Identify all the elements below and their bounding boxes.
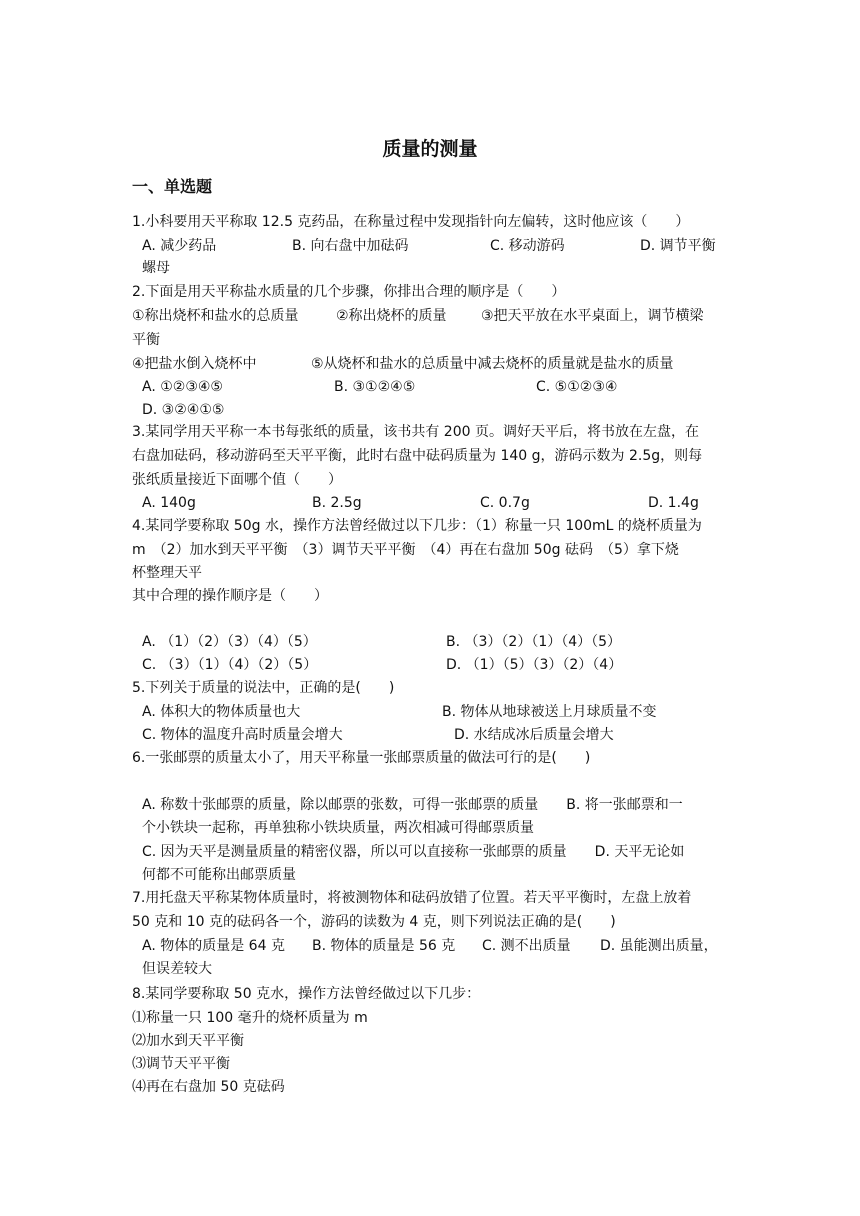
q3-option-d: D. 1.4g xyxy=(648,495,699,511)
q3-line-3: 张纸质量接近下面哪个值（ ） xyxy=(132,472,342,488)
q6-stem: 6.一张邮票的质量太小了，用天平称量一张邮票质量的做法可行的是( ) xyxy=(132,750,591,766)
q6-options-cd-line-2: 何都不可能称出邮票质量 xyxy=(142,867,296,883)
q3-option-c: C. 0.7g xyxy=(480,495,530,511)
q7-option-b: B. 物体的质量是 56 克 xyxy=(312,938,456,954)
q6-options-ab-line-1: A. 称数十张邮票的质量，除以邮票的张数，可得一张邮票的质量 B. 将一张邮票和一 xyxy=(142,797,683,813)
q4-line-3: 杯整理天平 xyxy=(132,565,202,581)
q1-option-a: A. 减少药品 xyxy=(142,238,217,254)
q7-option-a: A. 物体的质量是 64 克 xyxy=(142,938,285,954)
q8-step-3: ⑶调节天平平衡 xyxy=(132,1056,230,1072)
q1-option-c: C. 移动游码 xyxy=(490,238,565,254)
q6-options-cd-line-1: C. 因为天平是测量质量的精密仪器，所以可以直接称一张邮票的质量 D. 天平无论如 xyxy=(142,844,685,860)
q7-line-2: 50 克和 10 克的砝码各一个，游码的读数为 4 克，则下列说法正确的是( ) xyxy=(132,914,616,930)
q2-step-2: ②称出烧杯的质量 xyxy=(336,308,447,324)
q4-line-1: 4.某同学要称取 50g 水，操作方法曾经做过以下几步：（1）称量一只 100mL 的烧杯质量为 xyxy=(132,518,702,534)
q7-option-d: D. 虽能测出质量， xyxy=(600,938,718,954)
q3-line-1: 3.某同学用天平称一本书每张纸的质量，该书共有 200 页。调好天平后，将书放在左盘，在 xyxy=(132,424,699,440)
q5-option-d: D. 水结成冰后质量会增大 xyxy=(454,727,614,743)
page-title: 质量的测量 xyxy=(382,138,478,160)
q1-option-b: B. 向右盘中加砝码 xyxy=(292,238,409,254)
q2-option-c: C. ⑤①②③④ xyxy=(536,379,618,395)
q8-step-2: ⑵加水到天平平衡 xyxy=(132,1033,244,1049)
q2-step-4: ④把盐水倒入烧杯中 xyxy=(132,356,257,372)
q1-stem: 1.小科要用天平称取 12.5 克药品，在称量过程中发现指针向左偏转，这时他应该（ ） xyxy=(132,214,690,230)
q1-option-d-cont: 螺母 xyxy=(142,260,170,276)
q2-step-3: ③把天平放在水平桌面上，调节横梁 xyxy=(481,308,704,324)
q5-stem: 5.下列关于质量的说法中，正确的是( ) xyxy=(132,680,395,696)
q3-option-b: B. 2.5g xyxy=(312,495,362,511)
q2-option-a: A. ①②③④⑤ xyxy=(142,379,223,395)
q6-options-ab-line-2: 个小铁块一起称，再单独称小铁块质量，两次相减可得邮票质量 xyxy=(142,820,534,836)
q8-step-1: ⑴称量一只 100 毫升的烧杯质量为 m xyxy=(132,1010,368,1026)
q4-line-4: 其中合理的操作顺序是（ ） xyxy=(132,588,328,604)
q2-step-3-cont: 平衡 xyxy=(132,332,160,348)
q4-option-a: A. （1）（2）（3）（4）（5） xyxy=(142,634,317,650)
q7-option-d-cont: 但误差较大 xyxy=(142,961,212,977)
q4-option-d: D. （1）（5）（3）（2）（4） xyxy=(446,657,623,673)
section-heading: 一、单选题 xyxy=(132,177,213,196)
q8-step-4: ⑷再在右盘加 50 克砝码 xyxy=(132,1079,285,1095)
q7-line-1: 7.用托盘天平称某物体质量时，将被测物体和砝码放错了位置。若天平平衡时，左盘上放着 xyxy=(132,890,692,906)
q2-step-5: ⑤从烧杯和盐水的总质量中减去烧杯的质量就是盐水的质量 xyxy=(311,356,674,372)
q3-line-2: 右盘加砝码，移动游码至天平平衡，此时右盘中砝码质量为 140 g，游码示数为 2.5g，则每 xyxy=(132,448,703,464)
q5-option-a: A. 体积大的物体质量也大 xyxy=(142,704,301,720)
q4-line-2: m （2）加水到天平平衡 （3）调节天平平衡 （4）再在右盘加 50g 砝码 （5）拿下烧 xyxy=(132,542,679,558)
q2-option-b: B. ③①②④⑤ xyxy=(334,379,416,395)
q3-option-a: A. 140g xyxy=(142,495,196,511)
q2-option-d: D. ③②④①⑤ xyxy=(142,402,225,418)
q7-option-c: C. 测不出质量 xyxy=(482,938,571,954)
q5-option-b: B. 物体从地球被送上月球质量不变 xyxy=(442,704,657,720)
q4-option-c: C. （3）（1）（4）（2）（5） xyxy=(142,657,318,673)
q1-option-d: D. 调节平衡 xyxy=(640,238,716,254)
q2-stem: 2.下面是用天平称盐水质量的几个步骤，你排出合理的顺序是（ ） xyxy=(132,284,566,300)
q5-option-c: C. 物体的温度升高时质量会增大 xyxy=(142,727,343,743)
q4-option-b: B. （3）（2）（1）（4）（5） xyxy=(446,634,622,650)
q2-step-1: ①称出烧杯和盐水的总质量 xyxy=(132,308,299,324)
q8-stem: 8.某同学要称取 50 克水，操作方法曾经做过以下几步： xyxy=(132,986,481,1002)
